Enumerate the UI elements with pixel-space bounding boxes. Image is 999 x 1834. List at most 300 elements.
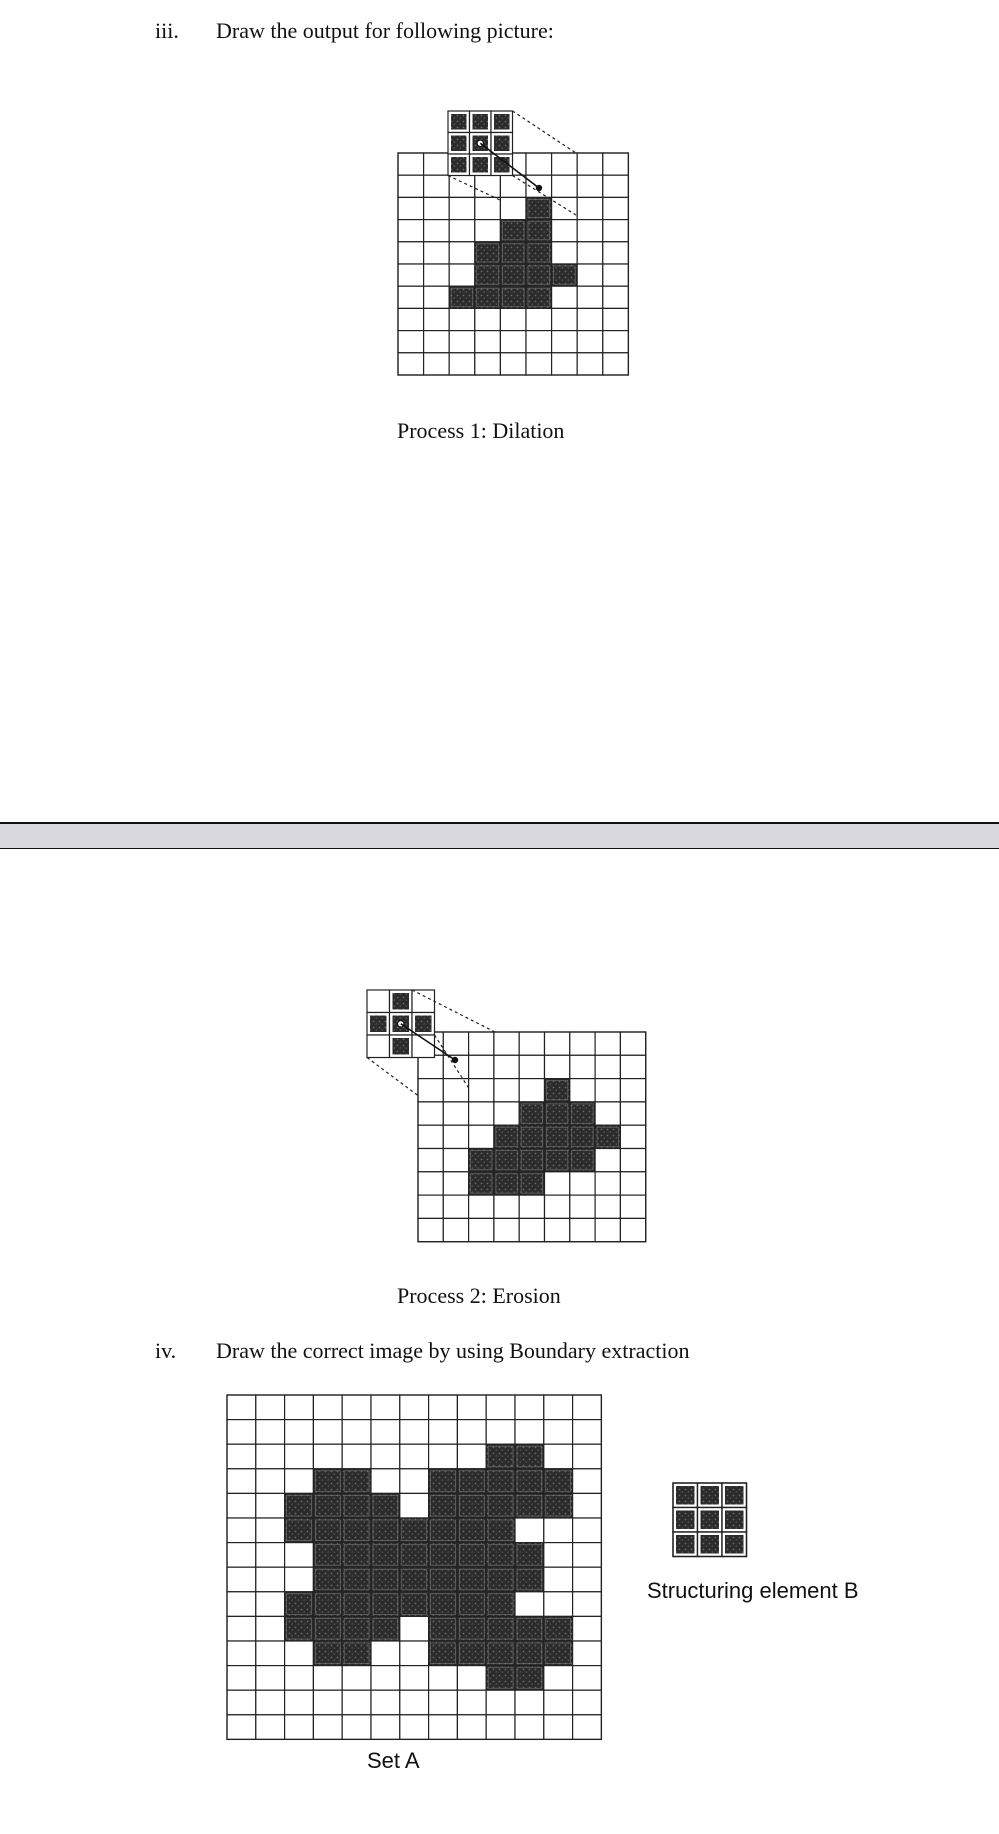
set-a-cell <box>573 1690 602 1715</box>
set-a-cell <box>400 1420 429 1445</box>
set-a-cell-filled <box>400 1518 429 1543</box>
set-a-cell <box>371 1469 400 1494</box>
dilation-cell <box>424 153 450 175</box>
set-a-cell-filled <box>429 1469 458 1494</box>
set-a-cell <box>400 1616 429 1641</box>
dilation-cell-filled <box>500 242 526 264</box>
dilation-cell <box>552 153 578 175</box>
dilation-cell <box>552 286 578 308</box>
erosion-cell-filled <box>570 1149 595 1172</box>
dilation-cell <box>577 331 603 353</box>
set-a-cell-filled <box>486 1444 515 1469</box>
set-a-cell <box>285 1444 314 1469</box>
set-a-cell-filled <box>486 1543 515 1568</box>
structuring-element-b-cell-filled <box>701 1511 720 1530</box>
set-a-cell <box>256 1444 285 1469</box>
set-a-cell <box>227 1616 256 1641</box>
set-a-cell-filled <box>457 1616 486 1641</box>
set-a-cell-filled <box>457 1567 486 1592</box>
set-a-cell-filled <box>342 1641 371 1666</box>
dilation-cell <box>398 353 424 375</box>
dilation-cell <box>449 331 475 353</box>
set-a-cell-filled <box>371 1493 400 1518</box>
erosion-cell <box>494 1079 519 1102</box>
set-a-cell <box>573 1469 602 1494</box>
set-a-cell <box>256 1493 285 1518</box>
erosion-cell-filled <box>494 1125 519 1148</box>
set-a-cell <box>429 1666 458 1691</box>
dilation-cell <box>449 353 475 375</box>
erosion-cell <box>595 1172 620 1195</box>
set-a-cell <box>544 1690 573 1715</box>
set-a-cell <box>256 1616 285 1641</box>
structuring-element-b-cell-filled <box>725 1535 744 1554</box>
erosion-cell <box>494 1218 519 1241</box>
set-a-cell-filled <box>515 1469 544 1494</box>
set-a-cell <box>285 1543 314 1568</box>
set-a-cell-filled <box>486 1518 515 1543</box>
set-a-cell-filled <box>342 1592 371 1617</box>
dilation-cell-filled <box>500 220 526 242</box>
erosion-cell <box>443 1195 468 1218</box>
dilation-cell <box>603 286 629 308</box>
erosion-cell <box>469 1079 494 1102</box>
set-a-cell-filled <box>486 1493 515 1518</box>
set-a-cell <box>573 1518 602 1543</box>
dilation-cell <box>398 220 424 242</box>
erosion-cell <box>595 1079 620 1102</box>
erosion-cell-filled <box>519 1149 544 1172</box>
dilation-cell-filled <box>500 286 526 308</box>
set-a-cell-filled <box>429 1567 458 1592</box>
erosion-cell <box>418 1149 443 1172</box>
dilation-se-cell-filled <box>451 157 467 173</box>
erosion-cell <box>494 1195 519 1218</box>
dilation-cell-filled <box>475 242 501 264</box>
erosion-cell-filled <box>545 1102 570 1125</box>
set-a-cell <box>457 1444 486 1469</box>
set-a-cell <box>515 1592 544 1617</box>
structuring-element-b-cell-filled <box>701 1535 720 1554</box>
set-a-cell <box>227 1493 256 1518</box>
erosion-cell <box>595 1032 620 1055</box>
erosion-cell-filled <box>469 1149 494 1172</box>
erosion-cell <box>418 1172 443 1195</box>
set-a-cell <box>371 1641 400 1666</box>
erosion-se-cell <box>367 1035 390 1058</box>
set-a-cell-filled <box>429 1493 458 1518</box>
dilation-cell <box>424 331 450 353</box>
set-a-cell-filled <box>371 1567 400 1592</box>
structuring-element-b-cell-filled <box>676 1535 695 1554</box>
dilation-cell <box>526 308 552 330</box>
dilation-cell <box>398 175 424 197</box>
set-a-cell <box>256 1395 285 1420</box>
dilation-se-cell-filled <box>473 157 489 173</box>
erosion-cell <box>443 1032 468 1055</box>
structuring-element-b-label: Structuring element B <box>647 1578 859 1603</box>
set-a-cell-filled <box>544 1641 573 1666</box>
set-a-cell-filled <box>429 1543 458 1568</box>
dilation-cell <box>603 264 629 286</box>
dilation-cell <box>500 353 526 375</box>
set-a-cell <box>313 1395 342 1420</box>
set-a-cell <box>486 1420 515 1445</box>
dilation-cell <box>449 242 475 264</box>
set-a-cell <box>285 1715 314 1740</box>
dilation-cell-filled <box>526 242 552 264</box>
question-number-iii: iii. <box>155 18 179 43</box>
set-a-cell <box>371 1666 400 1691</box>
dilation-cell <box>526 331 552 353</box>
set-a-cell <box>371 1444 400 1469</box>
set-a-cell <box>573 1567 602 1592</box>
dilation-cell <box>398 286 424 308</box>
set-a-cell <box>515 1690 544 1715</box>
set-a-cell-filled <box>342 1518 371 1543</box>
set-a-cell <box>544 1420 573 1445</box>
set-a-cell-filled <box>486 1641 515 1666</box>
erosion-cell <box>545 1032 570 1055</box>
set-a-cell <box>256 1592 285 1617</box>
set-a-cell <box>429 1715 458 1740</box>
erosion-cell <box>418 1055 443 1078</box>
set-a-cell <box>486 1395 515 1420</box>
set-a-cell <box>227 1518 256 1543</box>
dilation-se-cell-filled <box>451 136 467 152</box>
set-a-cell <box>227 1395 256 1420</box>
erosion-cell <box>418 1195 443 1218</box>
set-a-cell <box>256 1666 285 1691</box>
erosion-cell <box>443 1218 468 1241</box>
dilation-se-cell-filled <box>494 114 510 130</box>
set-a-cell <box>285 1420 314 1445</box>
erosion-cell <box>469 1195 494 1218</box>
set-a-cell <box>515 1715 544 1740</box>
set-a-cell <box>285 1469 314 1494</box>
erosion-cell <box>620 1055 645 1078</box>
erosion-se-cell-filled <box>415 1016 432 1033</box>
set-a-cell <box>285 1567 314 1592</box>
dilation-cell <box>577 153 603 175</box>
set-a-cell <box>544 1592 573 1617</box>
dilation-cell <box>398 153 424 175</box>
erosion-cell <box>620 1195 645 1218</box>
erosion-se-cell <box>412 990 435 1013</box>
set-a-cell <box>486 1690 515 1715</box>
dilation-cell <box>449 308 475 330</box>
dilation-cell-filled <box>526 264 552 286</box>
set-a-cell <box>457 1690 486 1715</box>
erosion-cell <box>519 1079 544 1102</box>
dilation-cell-filled <box>475 286 501 308</box>
set-a-cell <box>400 1469 429 1494</box>
dilation-cell <box>449 197 475 219</box>
set-a-cell-filled <box>313 1493 342 1518</box>
erosion-cell <box>595 1195 620 1218</box>
erosion-se-cell <box>367 990 390 1013</box>
set-a-cell-filled <box>285 1616 314 1641</box>
set-a-cell <box>515 1395 544 1420</box>
set-a-cell-filled <box>457 1469 486 1494</box>
erosion-cell <box>595 1218 620 1241</box>
set-a-cell <box>573 1715 602 1740</box>
set-a-cell-filled <box>371 1616 400 1641</box>
dilation-cell <box>424 220 450 242</box>
dilation-cell <box>603 175 629 197</box>
dilation-cell <box>449 264 475 286</box>
structuring-element-b-cell-filled <box>725 1511 744 1530</box>
dilation-cell <box>475 308 501 330</box>
dilation-cell <box>603 197 629 219</box>
set-a-cell <box>457 1715 486 1740</box>
erosion-cell <box>443 1149 468 1172</box>
erosion-cell <box>519 1218 544 1241</box>
dilation-pointer-dot <box>536 185 542 191</box>
set-a-label: Set A <box>367 1748 420 1773</box>
erosion-se-cell-filled <box>370 1016 387 1033</box>
erosion-cell <box>494 1102 519 1125</box>
erosion-cell <box>443 1102 468 1125</box>
set-a-cell-filled <box>342 1616 371 1641</box>
erosion-cell <box>469 1125 494 1148</box>
erosion-cell <box>620 1149 645 1172</box>
set-a-cell <box>371 1395 400 1420</box>
erosion-cell-filled <box>570 1102 595 1125</box>
dilation-cell <box>398 331 424 353</box>
erosion-cell-filled <box>469 1172 494 1195</box>
set-a-cell-filled <box>457 1493 486 1518</box>
set-a-cell-filled <box>515 1543 544 1568</box>
set-a-cell-filled <box>313 1592 342 1617</box>
dilation-cell-filled <box>526 286 552 308</box>
erosion-cell <box>620 1172 645 1195</box>
dilation-cell <box>500 331 526 353</box>
set-a-cell <box>313 1420 342 1445</box>
set-a-cell <box>457 1666 486 1691</box>
erosion-cell-filled <box>595 1125 620 1148</box>
dilation-cell <box>552 197 578 219</box>
structuring-element-b-cell-filled <box>676 1511 695 1530</box>
erosion-cell <box>570 1172 595 1195</box>
dilation-cell <box>603 153 629 175</box>
set-a-cell-filled <box>400 1543 429 1568</box>
set-a-cell-filled <box>313 1543 342 1568</box>
set-a-cell <box>227 1543 256 1568</box>
dilation-se-cell-filled <box>494 136 510 152</box>
set-a-cell <box>342 1420 371 1445</box>
set-a-cell-filled <box>285 1518 314 1543</box>
dilation-cell <box>424 197 450 219</box>
set-a-cell-filled <box>486 1567 515 1592</box>
dilation-cell-filled <box>449 286 475 308</box>
erosion-cell <box>545 1172 570 1195</box>
structuring-element-b-cell-filled <box>725 1486 744 1505</box>
set-a-cell <box>285 1395 314 1420</box>
set-a-cell <box>544 1395 573 1420</box>
set-a-cell-filled <box>400 1592 429 1617</box>
set-a-cell <box>400 1444 429 1469</box>
erosion-cell-filled <box>519 1125 544 1148</box>
question-prompt-iv: Draw the correct image by using Boundary extraction <box>216 1338 690 1363</box>
set-a-cell <box>285 1641 314 1666</box>
erosion-caption: Process 2: Erosion <box>397 1283 561 1308</box>
set-a-cell <box>227 1567 256 1592</box>
erosion-cell <box>595 1055 620 1078</box>
erosion-cell <box>620 1218 645 1241</box>
dilation-cell <box>577 197 603 219</box>
set-a-cell <box>573 1666 602 1691</box>
dilation-cell-filled <box>475 264 501 286</box>
dilation-cell <box>475 197 501 219</box>
erosion-cell-filled <box>545 1125 570 1148</box>
set-a-cell <box>573 1616 602 1641</box>
erosion-se-cell-filled <box>393 1038 410 1055</box>
set-a-cell-filled <box>544 1493 573 1518</box>
set-a-cell <box>486 1715 515 1740</box>
set-a-cell <box>400 1641 429 1666</box>
dilation-cell <box>552 175 578 197</box>
erosion-cell <box>418 1102 443 1125</box>
set-a-cell-filled <box>313 1641 342 1666</box>
set-a-cell-filled <box>429 1592 458 1617</box>
set-a-cell-filled <box>371 1592 400 1617</box>
dilation-cell <box>475 353 501 375</box>
set-a-cell-filled <box>515 1567 544 1592</box>
set-a-cell-filled <box>457 1592 486 1617</box>
set-a-cell <box>515 1518 544 1543</box>
dilation-cell <box>398 308 424 330</box>
erosion-cell <box>469 1102 494 1125</box>
dilation-cell <box>398 264 424 286</box>
set-a-cell <box>457 1395 486 1420</box>
erosion-cell <box>469 1032 494 1055</box>
erosion-cell <box>519 1055 544 1078</box>
erosion-cell <box>595 1102 620 1125</box>
dilation-cell <box>603 308 629 330</box>
set-a-cell-filled <box>429 1616 458 1641</box>
erosion-cell <box>418 1125 443 1148</box>
set-a-cell-filled <box>342 1567 371 1592</box>
set-a-cell <box>400 1715 429 1740</box>
dilation-cell <box>526 153 552 175</box>
dilation-cell <box>577 175 603 197</box>
set-a-cell <box>371 1715 400 1740</box>
set-a-cell-filled <box>515 1666 544 1691</box>
erosion-cell <box>443 1125 468 1148</box>
set-a-cell <box>457 1420 486 1445</box>
erosion-cell <box>469 1218 494 1241</box>
erosion-cell <box>418 1079 443 1102</box>
erosion-cell <box>570 1195 595 1218</box>
erosion-cell <box>570 1079 595 1102</box>
set-a-cell <box>429 1395 458 1420</box>
set-a-cell <box>256 1543 285 1568</box>
set-a-cell-filled <box>313 1518 342 1543</box>
set-a-cell <box>342 1395 371 1420</box>
set-a-cell-filled <box>457 1641 486 1666</box>
dilation-cell <box>552 308 578 330</box>
set-a-cell-filled <box>515 1493 544 1518</box>
set-a-cell-filled <box>313 1567 342 1592</box>
erosion-cell <box>545 1195 570 1218</box>
page-divider-band <box>0 824 999 848</box>
erosion-cell-filled <box>494 1149 519 1172</box>
dilation-cell <box>552 220 578 242</box>
dilation-cell <box>424 242 450 264</box>
set-a-cell-filled <box>544 1616 573 1641</box>
erosion-se-cell-filled <box>393 993 410 1010</box>
dilation-cell <box>475 220 501 242</box>
dilation-cell <box>424 175 450 197</box>
dilation-cell <box>577 220 603 242</box>
dilation-cell <box>398 197 424 219</box>
set-a-cell <box>573 1420 602 1445</box>
dilation-projection-top <box>513 111 577 153</box>
page-divider-bottom <box>0 848 999 849</box>
set-a-cell-filled <box>429 1641 458 1666</box>
erosion-cell <box>545 1218 570 1241</box>
set-a-cell <box>256 1690 285 1715</box>
set-a-cell <box>256 1469 285 1494</box>
erosion-cell <box>469 1055 494 1078</box>
dilation-cell <box>424 286 450 308</box>
erosion-cell-filled <box>519 1172 544 1195</box>
erosion-cell <box>494 1032 519 1055</box>
set-a-cell-filled <box>544 1469 573 1494</box>
erosion-grid <box>418 1032 646 1242</box>
set-a-cell <box>544 1543 573 1568</box>
erosion-cell-filled <box>570 1125 595 1148</box>
set-a-cell-filled <box>486 1592 515 1617</box>
set-a-cell <box>285 1690 314 1715</box>
set-a-cell <box>400 1493 429 1518</box>
dilation-cell <box>398 242 424 264</box>
set-a-cell-filled <box>342 1543 371 1568</box>
set-a-cell <box>227 1420 256 1445</box>
erosion-cell <box>620 1032 645 1055</box>
dilation-cell <box>603 331 629 353</box>
set-a-cell-filled <box>429 1518 458 1543</box>
set-a-cell <box>573 1592 602 1617</box>
set-a-cell <box>313 1690 342 1715</box>
set-a-cell-filled <box>486 1616 515 1641</box>
erosion-cell <box>620 1125 645 1148</box>
set-a-cell <box>285 1666 314 1691</box>
erosion-cell <box>570 1032 595 1055</box>
set-a-cell <box>371 1690 400 1715</box>
set-a-cell-filled <box>515 1641 544 1666</box>
erosion-cell-filled <box>519 1102 544 1125</box>
set-a-cell-filled <box>400 1567 429 1592</box>
set-a-cell <box>256 1715 285 1740</box>
dilation-cell <box>500 197 526 219</box>
erosion-cell <box>545 1055 570 1078</box>
erosion-cell-filled <box>494 1172 519 1195</box>
erosion-cell <box>570 1218 595 1241</box>
structuring-element-b-cell-filled <box>676 1486 695 1505</box>
dilation-cell <box>424 308 450 330</box>
set-a-cell-filled <box>515 1616 544 1641</box>
set-a-cell <box>227 1592 256 1617</box>
set-a-cell <box>256 1567 285 1592</box>
set-a-cell <box>313 1666 342 1691</box>
set-a-cell <box>342 1690 371 1715</box>
set-a-cell <box>342 1666 371 1691</box>
question-number-iv: iv. <box>155 1338 177 1363</box>
erosion-cell-filled <box>545 1079 570 1102</box>
set-a-cell <box>371 1420 400 1445</box>
